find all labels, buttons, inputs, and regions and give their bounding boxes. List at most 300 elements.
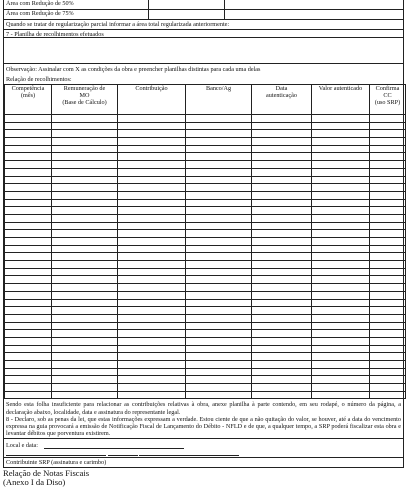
table-cell[interactable] <box>252 261 312 269</box>
table-cell[interactable] <box>252 222 312 230</box>
table-cell[interactable] <box>186 230 252 238</box>
table-cell[interactable] <box>252 284 312 292</box>
table-cell[interactable] <box>312 122 370 130</box>
table-cell[interactable] <box>118 245 186 253</box>
table-cell[interactable] <box>5 337 52 345</box>
section-7-blank-area <box>4 38 403 64</box>
table-cell[interactable] <box>118 253 186 261</box>
table-cell[interactable] <box>52 122 118 130</box>
table-cell[interactable] <box>5 214 52 222</box>
table-cell[interactable] <box>370 376 406 384</box>
table-cell[interactable] <box>312 191 370 199</box>
table-cell[interactable] <box>252 176 312 184</box>
table-cell[interactable] <box>186 199 252 207</box>
table-row <box>5 253 406 261</box>
table-cell[interactable] <box>312 345 370 353</box>
table-row <box>5 307 406 315</box>
table-cell[interactable] <box>312 184 370 192</box>
table-cell[interactable] <box>118 238 186 246</box>
caption-title: Relação de Notas Fiscais <box>3 468 90 478</box>
table-cell[interactable] <box>370 207 406 215</box>
table-cell[interactable] <box>52 322 118 330</box>
table-cell[interactable] <box>52 230 118 238</box>
table-cell[interactable] <box>370 184 406 192</box>
table-row <box>5 384 406 392</box>
col-header-remuneracao: Remuneração de MO (Base de Cálculo) <box>52 85 118 115</box>
table-cell[interactable] <box>186 330 252 338</box>
table-cell[interactable] <box>370 199 406 207</box>
table-cell[interactable] <box>5 161 52 169</box>
table-cell[interactable] <box>370 138 406 146</box>
local-date-line-1[interactable] <box>44 443 184 449</box>
table-cell[interactable] <box>252 376 312 384</box>
table-cell[interactable] <box>186 161 252 169</box>
table-cell[interactable] <box>5 291 52 299</box>
table-cell[interactable] <box>52 299 118 307</box>
table-cell[interactable] <box>118 176 186 184</box>
table-cell[interactable] <box>5 222 52 230</box>
table-cell[interactable] <box>312 391 370 399</box>
local-date-line-2[interactable] <box>6 450 106 456</box>
table-cell[interactable] <box>370 322 406 330</box>
table-cell[interactable] <box>370 391 406 399</box>
table-cell[interactable] <box>186 153 252 161</box>
table-cell[interactable] <box>5 138 52 146</box>
table-cell[interactable] <box>186 353 252 361</box>
table-cell[interactable] <box>186 337 252 345</box>
table-cell[interactable] <box>118 191 186 199</box>
table-cell[interactable] <box>252 115 312 123</box>
table-cell[interactable] <box>370 284 406 292</box>
table-cell[interactable] <box>252 122 312 130</box>
table-cell[interactable] <box>5 261 52 269</box>
table-cell[interactable] <box>52 245 118 253</box>
table-cell[interactable] <box>186 284 252 292</box>
table-cell[interactable] <box>370 161 406 169</box>
table-cell[interactable] <box>52 207 118 215</box>
table-cell[interactable] <box>186 291 252 299</box>
table-cell[interactable] <box>186 245 252 253</box>
table-cell[interactable] <box>186 361 252 369</box>
table-cell[interactable] <box>5 168 52 176</box>
table-cell[interactable] <box>186 222 252 230</box>
table-cell[interactable] <box>186 238 252 246</box>
table-cell[interactable] <box>370 145 406 153</box>
reduction-50-extra[interactable] <box>225 0 403 9</box>
table-cell[interactable] <box>370 214 406 222</box>
table-cell[interactable] <box>5 353 52 361</box>
table-cell[interactable] <box>370 384 406 392</box>
table-cell[interactable] <box>312 145 370 153</box>
table-cell[interactable] <box>370 245 406 253</box>
table-cell[interactable] <box>312 291 370 299</box>
table-cell[interactable] <box>52 168 118 176</box>
table-cell[interactable] <box>186 276 252 284</box>
table-cell[interactable] <box>118 345 186 353</box>
table-cell[interactable] <box>52 184 118 192</box>
table-cell[interactable] <box>5 299 52 307</box>
table-cell[interactable] <box>252 161 312 169</box>
table-cell[interactable] <box>312 322 370 330</box>
table-cell[interactable] <box>52 353 118 361</box>
relation-title: Relação de recolhimentos: <box>6 76 72 83</box>
table-cell[interactable] <box>312 199 370 207</box>
table-cell[interactable] <box>312 245 370 253</box>
table-cell[interactable] <box>186 299 252 307</box>
table-cell[interactable] <box>186 122 252 130</box>
reduction-75-label: Área com Redução de 75% <box>4 10 149 19</box>
table-cell[interactable] <box>5 230 52 238</box>
table-row <box>5 337 406 345</box>
table-cell[interactable] <box>312 222 370 230</box>
table-cell[interactable] <box>252 291 312 299</box>
table-cell[interactable] <box>312 268 370 276</box>
table-cell[interactable] <box>5 207 52 215</box>
table-cell[interactable] <box>370 153 406 161</box>
table-cell[interactable] <box>52 368 118 376</box>
table-cell[interactable] <box>312 115 370 123</box>
table-cell[interactable] <box>370 345 406 353</box>
table-cell[interactable] <box>186 368 252 376</box>
table-cell[interactable] <box>252 138 312 146</box>
table-cell[interactable] <box>252 230 312 238</box>
table-cell[interactable] <box>252 384 312 392</box>
table-cell[interactable] <box>370 353 406 361</box>
table-cell[interactable] <box>118 314 186 322</box>
table-cell[interactable] <box>186 376 252 384</box>
table-cell[interactable] <box>186 391 252 399</box>
table-cell[interactable] <box>5 199 52 207</box>
table-cell[interactable] <box>52 391 118 399</box>
table-cell[interactable] <box>5 253 52 261</box>
table-cell[interactable] <box>5 238 52 246</box>
table-row <box>5 276 406 284</box>
table-cell[interactable] <box>370 115 406 123</box>
col-header-valor: Valor autenticado <box>312 85 370 115</box>
table-cell[interactable] <box>52 284 118 292</box>
table-cell[interactable] <box>5 376 52 384</box>
table-cell[interactable] <box>370 130 406 138</box>
table-cell[interactable] <box>370 261 406 269</box>
table-cell[interactable] <box>5 322 52 330</box>
table-cell[interactable] <box>252 345 312 353</box>
table-cell[interactable] <box>370 368 406 376</box>
table-cell[interactable] <box>252 238 312 246</box>
table-cell[interactable] <box>52 153 118 161</box>
table-cell[interactable] <box>52 376 118 384</box>
table-cell[interactable] <box>370 176 406 184</box>
table-cell[interactable] <box>312 130 370 138</box>
table-cell[interactable] <box>5 115 52 123</box>
table-cell[interactable] <box>252 184 312 192</box>
table-cell[interactable] <box>5 245 52 253</box>
table-cell[interactable] <box>252 368 312 376</box>
table-cell[interactable] <box>370 314 406 322</box>
table-cell[interactable] <box>5 184 52 192</box>
table-cell[interactable] <box>52 361 118 369</box>
table-cell[interactable] <box>312 353 370 361</box>
table-cell[interactable] <box>52 238 118 246</box>
table-cell[interactable] <box>118 322 186 330</box>
table-cell[interactable] <box>370 230 406 238</box>
table-cell[interactable] <box>52 199 118 207</box>
table-row <box>5 299 406 307</box>
table-row <box>5 376 406 384</box>
table-row <box>5 291 406 299</box>
reduction-75-extra[interactable] <box>225 10 403 19</box>
form-document <box>3 0 404 468</box>
table-cell[interactable] <box>370 337 406 345</box>
table-row <box>5 322 406 330</box>
table-cell[interactable] <box>370 330 406 338</box>
table-cell[interactable] <box>118 145 186 153</box>
table-cell[interactable] <box>312 253 370 261</box>
table-cell[interactable] <box>5 314 52 322</box>
table-cell[interactable] <box>252 245 312 253</box>
table-cell[interactable] <box>370 222 406 230</box>
table-cell[interactable] <box>252 253 312 261</box>
table-cell[interactable] <box>312 337 370 345</box>
table-cell[interactable] <box>186 168 252 176</box>
table-cell[interactable] <box>186 261 252 269</box>
table-cell[interactable] <box>52 337 118 345</box>
footer-text-block <box>4 399 403 439</box>
table-cell[interactable] <box>118 368 186 376</box>
table-cell[interactable] <box>370 361 406 369</box>
table-cell[interactable] <box>118 299 186 307</box>
table-cell[interactable] <box>118 138 186 146</box>
table-cell[interactable] <box>52 115 118 123</box>
table-cell[interactable] <box>5 191 52 199</box>
table-cell[interactable] <box>118 291 186 299</box>
table-cell[interactable] <box>5 384 52 392</box>
table-cell[interactable] <box>52 138 118 146</box>
table-cell[interactable] <box>252 130 312 138</box>
table-cell[interactable] <box>186 138 252 146</box>
table-row <box>5 268 406 276</box>
table-cell[interactable] <box>312 307 370 315</box>
table-row <box>5 314 406 322</box>
table-row <box>5 368 406 376</box>
col-header-data: Data autenticação <box>252 85 312 115</box>
table-cell[interactable] <box>118 122 186 130</box>
table-cell[interactable] <box>52 384 118 392</box>
table-cell[interactable] <box>52 130 118 138</box>
table-cell[interactable] <box>52 214 118 222</box>
col-header-banco: Banco/Ag <box>186 85 252 115</box>
table-cell[interactable] <box>52 191 118 199</box>
table-cell[interactable] <box>118 376 186 384</box>
table-cell[interactable] <box>252 337 312 345</box>
table-cell[interactable] <box>312 314 370 322</box>
table-cell[interactable] <box>118 222 186 230</box>
table-cell[interactable] <box>186 384 252 392</box>
table-cell[interactable] <box>52 314 118 322</box>
table-cell[interactable] <box>118 153 186 161</box>
table-cell[interactable] <box>5 361 52 369</box>
table-cell[interactable] <box>186 191 252 199</box>
table-cell[interactable] <box>52 345 118 353</box>
table-cell[interactable] <box>186 130 252 138</box>
table-cell[interactable] <box>312 276 370 284</box>
table-cell[interactable] <box>252 168 312 176</box>
table-cell[interactable] <box>252 153 312 161</box>
table-cell[interactable] <box>5 307 52 315</box>
table-cell[interactable] <box>52 307 118 315</box>
table-cell[interactable] <box>312 368 370 376</box>
table-cell[interactable] <box>252 268 312 276</box>
table-cell[interactable] <box>52 222 118 230</box>
table-cell[interactable] <box>118 168 186 176</box>
table-cell[interactable] <box>186 184 252 192</box>
table-cell[interactable] <box>370 238 406 246</box>
table-cell[interactable] <box>370 268 406 276</box>
local-date-line-4[interactable] <box>139 450 239 456</box>
table-cell[interactable] <box>186 176 252 184</box>
table-cell[interactable] <box>5 176 52 184</box>
table-cell[interactable] <box>312 230 370 238</box>
table-cell[interactable] <box>5 268 52 276</box>
table-cell[interactable] <box>312 238 370 246</box>
table-cell[interactable] <box>5 122 52 130</box>
table-cell[interactable] <box>312 176 370 184</box>
table-cell[interactable] <box>186 307 252 315</box>
table-cell[interactable] <box>118 384 186 392</box>
table-cell[interactable] <box>252 361 312 369</box>
table-cell[interactable] <box>370 122 406 130</box>
table-cell[interactable] <box>118 268 186 276</box>
table-cell[interactable] <box>118 214 186 222</box>
table-cell[interactable] <box>312 214 370 222</box>
table-cell[interactable] <box>52 176 118 184</box>
table-cell[interactable] <box>186 253 252 261</box>
table-cell[interactable] <box>312 384 370 392</box>
table-cell[interactable] <box>118 261 186 269</box>
local-date-row <box>4 439 403 458</box>
table-cell[interactable] <box>312 361 370 369</box>
table-cell[interactable] <box>118 361 186 369</box>
table-cell[interactable] <box>118 115 186 123</box>
table-cell[interactable] <box>5 145 52 153</box>
table-cell[interactable] <box>118 130 186 138</box>
table-cell[interactable] <box>312 261 370 269</box>
table-cell[interactable] <box>186 322 252 330</box>
table-cell[interactable] <box>312 376 370 384</box>
table-cell[interactable] <box>252 314 312 322</box>
table-cell[interactable] <box>252 322 312 330</box>
table-row <box>5 145 406 153</box>
table-cell[interactable] <box>370 253 406 261</box>
table-cell[interactable] <box>252 145 312 153</box>
table-row <box>5 153 406 161</box>
table-cell[interactable] <box>118 337 186 345</box>
table-cell[interactable] <box>252 199 312 207</box>
table-cell[interactable] <box>252 353 312 361</box>
table-cell[interactable] <box>5 368 52 376</box>
table-cell[interactable] <box>5 153 52 161</box>
table-cell[interactable] <box>252 299 312 307</box>
reduction-50-row <box>4 0 403 10</box>
table-cell[interactable] <box>252 391 312 399</box>
local-date-label: Local e data: <box>6 442 38 450</box>
col-header-confirma: Confirma CC (uso SRP) <box>370 85 406 115</box>
table-cell[interactable] <box>252 276 312 284</box>
table-cell[interactable] <box>312 168 370 176</box>
table-cell[interactable] <box>186 345 252 353</box>
table-cell[interactable] <box>52 291 118 299</box>
table-cell[interactable] <box>118 307 186 315</box>
payments-table <box>4 84 406 399</box>
table-cell[interactable] <box>52 253 118 261</box>
table-cell[interactable] <box>186 214 252 222</box>
table-row <box>5 284 406 292</box>
table-cell[interactable] <box>118 184 186 192</box>
table-cell[interactable] <box>5 330 52 338</box>
table-cell[interactable] <box>5 130 52 138</box>
table-cell[interactable] <box>186 207 252 215</box>
local-date-line-3[interactable] <box>108 450 138 456</box>
table-cell[interactable] <box>118 207 186 215</box>
table-cell[interactable] <box>5 284 52 292</box>
table-cell[interactable] <box>186 115 252 123</box>
table-cell[interactable] <box>5 391 52 399</box>
table-cell[interactable] <box>312 299 370 307</box>
table-cell[interactable] <box>52 161 118 169</box>
table-cell[interactable] <box>52 261 118 269</box>
footer-declaration: 8 - Declaro, sob as penas da lei, que estas informações expressam a verdade. Estou ciente de que a não quitação do valor, se houver, até a data do vencimento expressa na guia provocará a emissão de Notificação Fiscal de Lançamento do Débito - NFLD e de que, a qualquer tempo, a SRP poderá fiscalizar esta obra e levantar débitos que porventura existirem. <box>6 415 401 437</box>
table-cell[interactable] <box>118 353 186 361</box>
table-cell[interactable] <box>312 330 370 338</box>
table-cell[interactable] <box>52 276 118 284</box>
table-cell[interactable] <box>5 276 52 284</box>
table-cell[interactable] <box>186 314 252 322</box>
table-cell[interactable] <box>370 307 406 315</box>
table-cell[interactable] <box>118 161 186 169</box>
table-cell[interactable] <box>312 161 370 169</box>
table-cell[interactable] <box>186 268 252 276</box>
table-cell[interactable] <box>370 299 406 307</box>
table-cell[interactable] <box>252 307 312 315</box>
table-cell[interactable] <box>252 330 312 338</box>
table-cell[interactable] <box>252 214 312 222</box>
table-cell[interactable] <box>52 330 118 338</box>
footer-insufficient-note: Sendo esta folha insuficiente para relacionar as contribuições relativas à obra, anexe planilha à parte contendo, em seu rodapé, o número da página, a declaração abaixo, localidade, data e assinatura do representante legal. <box>6 401 401 416</box>
table-cell[interactable] <box>52 145 118 153</box>
reduction-75-field[interactable] <box>149 10 225 19</box>
table-cell[interactable] <box>118 276 186 284</box>
table-cell[interactable] <box>370 191 406 199</box>
reduction-50-field[interactable] <box>149 0 225 9</box>
table-cell[interactable] <box>52 268 118 276</box>
table-cell[interactable] <box>118 230 186 238</box>
table-cell[interactable] <box>252 191 312 199</box>
table-cell[interactable] <box>118 330 186 338</box>
table-cell[interactable] <box>312 153 370 161</box>
table-cell[interactable] <box>118 391 186 399</box>
table-cell[interactable] <box>186 145 252 153</box>
table-cell[interactable] <box>370 276 406 284</box>
table-cell[interactable] <box>312 284 370 292</box>
table-cell[interactable] <box>312 207 370 215</box>
table-cell[interactable] <box>5 345 52 353</box>
caption-subtitle: (Anexo I da Diso) <box>3 477 66 488</box>
table-cell[interactable] <box>252 207 312 215</box>
table-cell[interactable] <box>370 291 406 299</box>
table-cell[interactable] <box>312 138 370 146</box>
table-cell[interactable] <box>118 284 186 292</box>
table-cell[interactable] <box>370 168 406 176</box>
table-cell[interactable] <box>118 199 186 207</box>
